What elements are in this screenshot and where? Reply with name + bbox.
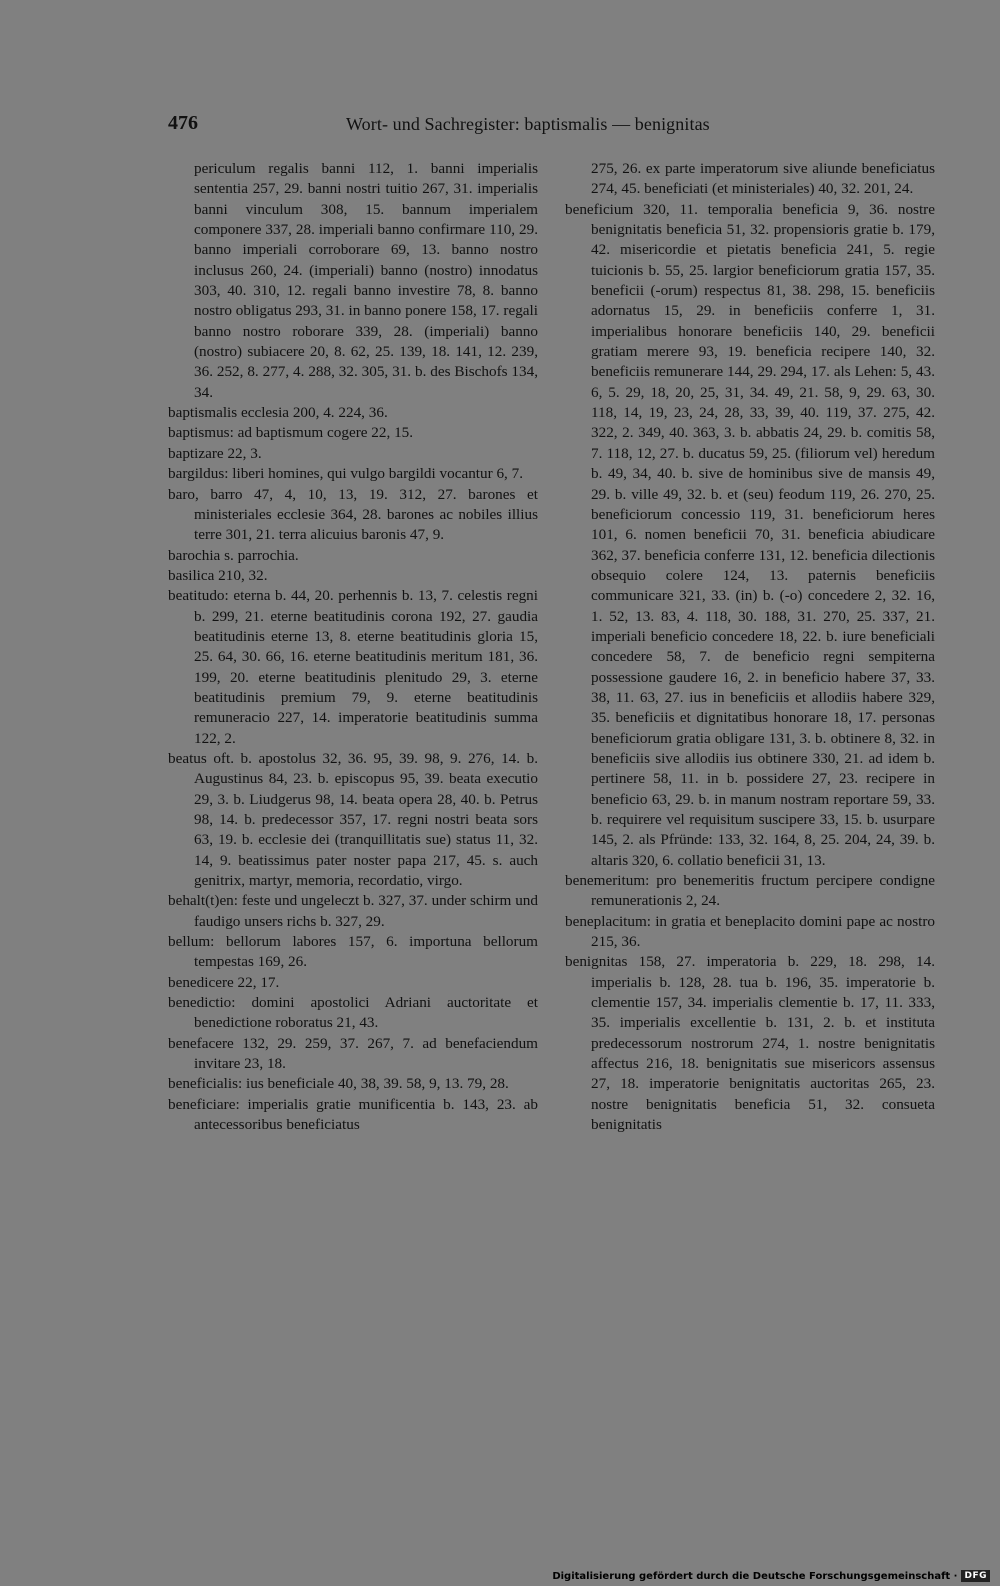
index-entry: beatitudo: eterna b. 44, 20. perhennis b. 13, 7. celestis regni b. 299, 21. eterne beatitudinis corona 192, 27. gaudia beatitudinis eterne 13, 8. eterne beatitudinis gloria 15, 25. 64, 30. 66, 16. eterne beatitudinis meritum 181, 36. 199, 20. eterne beatitudinis plenitudo 29, 3. eterne beatitudinis premium 79, 9. eterne beatitudinis remuneracio 227, 14. imperatorie beatitudinis summa 122, 2. (168, 587, 538, 747)
dfg-logo: DFG (961, 1570, 990, 1582)
index-entry: benefacere 132, 29. 259, 37. 267, 7. ad benefaciendum invitare 23, 18. (168, 1034, 538, 1073)
credit-text: Digitalisierung gefördert durch die Deutsche Forschungsgemeinschaft · (552, 1570, 958, 1582)
index-entry: beneplacitum: in gratia et beneplacito domini pape ac nostro 215, 36. (565, 912, 935, 951)
index-entry: beneficiare: imperialis gratie munificentia b. 143, 23. ab antecessoribus beneficiatus (168, 1095, 538, 1134)
index-entry: baptizare 22, 3. (168, 444, 262, 462)
index-entry: benignitas 158, 27. imperatoria b. 229, 18. 298, 14. imperialis b. 128, 28. tua b. 196, 35. imperatorie b. clementie 157, 34. imperialis clementie b. 17, 11. 333, 35. imperialis excellentie b. 131, 2. b. et instituta predecessorum nostrorum 274, 1. nostre benignitatis affectus 216, 18. benignitatis sue misericors assensus 27, 18. imperatorie benignitatis auctoritas 265, 23. nostre benignitatis beneficia 51, 32. consueta benignitatis (565, 953, 935, 1134)
index-entry: basilica 210, 32. (168, 566, 268, 584)
index-entry: 275, 26. ex parte imperatorum sive aliunde beneficiatus 274, 45. beneficiati (et ministeriales) 40, 32. 201, 24. (591, 160, 935, 198)
index-entry: beatus oft. b. apostolus 32, 36. 95, 39. 98, 9. 276, 14. b. Augustinus 84, 23. b. episcopus 95, 39. beata executio 29, 3. b. Liudgerus 98, 14. beata opera 28, 40. b. Petrus 98, 14. b. predecessor 357, 17. regni nostri beata sors 63, 19. b. ecclesie dei (tranquillitatis sue) status 11, 32. 14, 9. beatissimus pater noster papa 217, 45. s. auch genitrix, martyr, memoria, recordatio, virgo. (168, 749, 538, 890)
index-entry: beneficialis: ius beneficiale 40, 38, 39. 58, 9, 13. 79, 28. (168, 1075, 509, 1093)
digitization-credit (552, 1570, 990, 1582)
index-entry: bellum: bellorum labores 157, 6. importuna bellorum tempestas 169, 26. (168, 933, 538, 971)
index-entry: baro, barro 47, 4, 10, 13, 19. 312, 27. barones et ministeriales ecclesie 364, 28. barones ac nobiles illius terre 301, 21. terra alicuius baronis 47, 9. (168, 485, 538, 544)
index-entry: periculum regalis banni 112, 1. banni imperialis sententia 257, 29. banni nostri tuitio 267, 31. imperialis banni vinculum 308, 15. bannum imperialem componere 337, 28. imperiali banno confirmare 110, 29. banno imperiali corroborare 69, 13. banno nostro inclusus 260, 24. (imperiali) banno (nostro) innodatus 303, 40. 310, 12. regali banno investire 78, 8. banno nostro obligatus 293, 31. in banno ponere 158, 17. regali banno nostro roborare 339, 28. (imperiali) banno (nostro) subiacere 20, 8. 62, 25. 139, 18. 141, 12. 239, 36. 252, 8. 277, 4. 288, 32. 305, 31. b. des Bischofs 134, 34. (194, 160, 538, 401)
index-entry: benedicere 22, 17. (168, 973, 280, 991)
index-entry: bargildus: liberi homines, qui vulgo bargildi vocantur 6, 7. (168, 465, 524, 483)
right-column (565, 159, 935, 1136)
page-number: 476 (168, 112, 198, 134)
index-entry: beneficium 320, 11. temporalia beneficia 9, 36. nostre benignitatis beneficia 51, 32. propensioris gratie b. 179, 42. misericordie et pietatis beneficia 241, 5. regie tuicionis b. 55, 25. largior beneficiorum gratia 157, 35. beneficii (-orum) respectus 81, 38. 298, 15. beneficiis adornatus 15, 29. in beneficiis conferre 1, 31. imperialibus honorare beneficiis 140, 29. beneficii gratiam merere 93, 19. beneficia recipere 140, 32. beneficiis remunerare 144, 29. 294, 17. als Lehen: 5, 43. 6, 5. 29, 18, 20, 25, 31, 34. 49, 21. 58, 9, 29. 63, 30. 118, 14, 19, 23, 24, 28, 33, 39, 40. 119, 37. 275, 42. 322, 2. 349, 40. 363, 3. b. abbatis 24, 29. b. comitis 58, 7. 118, 12, 27. b. ducatus 59, 25. (filiorum vel) heredum b. 49, 34, 40. b. sive de hominibus sive de mansis 49, 29. b. ville 49, 32. b. et (seu) feodum 119, 26. 270, 25. beneficiorum concessio 119, 31. beneficiorum heres 101, 6. nomen beneficii 70, 31. beneficia abiudicare 362, 37. beneficia conferre 131, 12. beneficia dilectionis obsequio colere 124, 13. paternis beneficiis communicare 321, 33. (in) b. (-o) concedere 2, 32. 16, 1. 52, 13. 83, 4. 118, 30. 188, 31. 270, 25. 337, 21. imperiali beneficio concedere 18, 22. b. iure beneficiali concedere 58, 7. de beneficio regni sempiterna possessione gaudere 16, 2. in beneficio habere 37, 33. 38, 11. 63, 27. ius in beneficiis et allodiis habere 329, 35. beneficiis et dignitatibus honorare 18, 17. personas beneficiorum gratia obligare 131, 3. b. obtinere 8, 32. in beneficiis sive allodiis ius obtinere 330, 21. ad idem b. pertinere 58, 11. in b. possidere 27, 23. recipere in beneficio 63, 29. b. in manum nostram reportare 59, 33. b. requirere vel requisitum suscipere 33, 15. b. usurpare 145, 2. als Pfründe: 133, 32. 164, 8, 25. 204, 24, 39. b. altaris 320, 6. collatio beneficii 31, 13. (565, 200, 935, 869)
running-head: Wort- und Sachregister: baptismalis — benignitas (346, 114, 710, 134)
index-entry: behalt(t)en: feste und ungeleczt b. 327, 37. under schirm und faudigo unsers richs b. 327, 29. (168, 892, 538, 930)
left-column (168, 159, 538, 1136)
index-entry: baptismalis ecclesia 200, 4. 224, 36. (168, 404, 388, 422)
index-entry: baptismus: ad baptismum cogere 22, 15. (168, 424, 414, 442)
index-entry: barochia s. parrochia. (168, 546, 299, 564)
index-entry: benemeritum: pro benemeritis fructum percipere condigne remunerationis 2, 24. (565, 872, 935, 910)
index-entry: benedictio: domini apostolici Adriani auctoritate et benedictione roboratus 21, 43. (168, 994, 538, 1032)
